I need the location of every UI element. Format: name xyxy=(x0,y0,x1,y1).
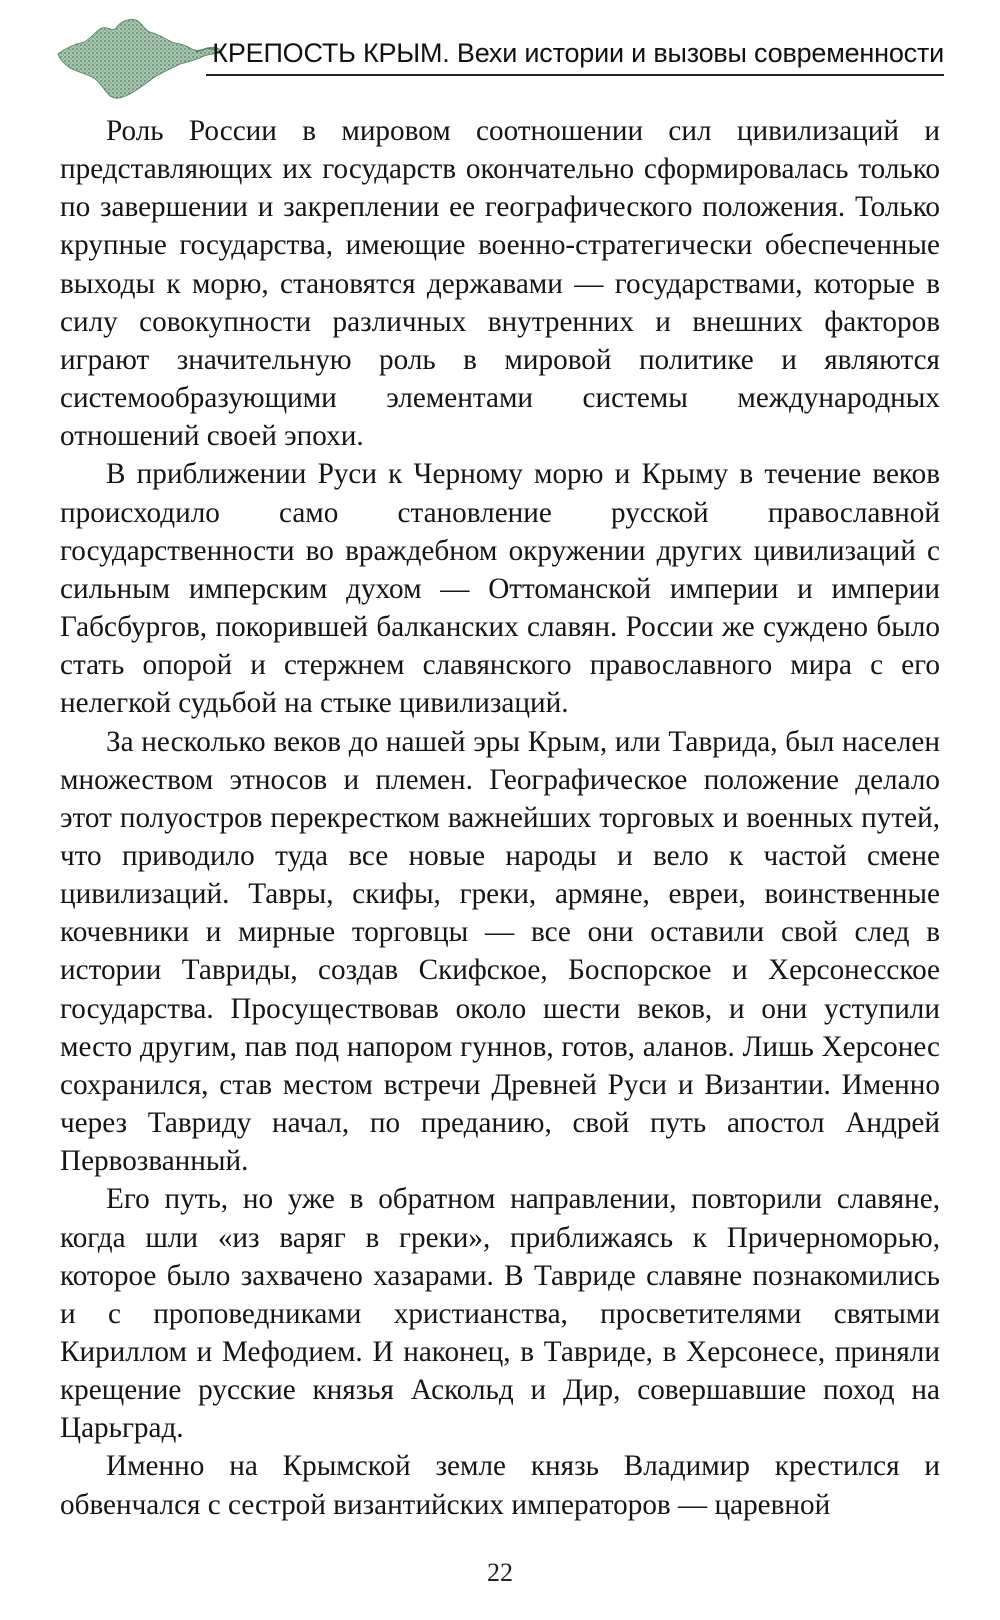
paragraph: В приближении Руси к Черному морю и Крыму в течение веков происходило само становление русской православной государственности во враждебном окружении других цивилизаций с сильным имперским духом — Оттоманской империи и империи Габсбургов, покорившей балканских славян. России же суждено было стать опорой и стержнем славянского православного мира с его нелегкой судьбой на стыке цивилизаций. xyxy=(60,458,940,720)
page-number: 22 xyxy=(487,1558,513,1587)
paragraph: Именно на Крымской земле князь Владимир крестился и обвенчался с сестрой византийских императоров — царевной xyxy=(60,1450,940,1521)
crimea-peninsula-map-icon xyxy=(56,8,226,108)
body-text xyxy=(60,112,940,1524)
header-rule xyxy=(206,74,944,76)
page-header xyxy=(56,8,944,118)
paragraph: За несколько веков до нашей эры Крым, или Таврида, был населен множеством этносов и племен. Географическое положение делало этот полуостров перекрестком важнейших торговых и военных путей, что приводило туда все новые народы и вело к частой смене цивилизаций. Тавры, скифы, греки, армяне, евреи, воинственные кочевники и мирные торговцы — все они оставили свой след в истории Тавриды, создав Скифское, Боспорское и Херсонесское государства. Просуществовав около шести веков, и они уступили место другим, пав под напором гуннов, готов, аланов. Лишь Херсонес сохранился, став местом встречи Древней Руси и Византии. Именно через Тавриду начал, по преданию, свой путь апостол Андрей Первозванный. xyxy=(60,725,940,1178)
paragraph: Его путь, но уже в обратном направлении, повторили славяне, когда шли «из варяг в греки», приближаясь к Причерноморью, которое было захвачено хазарами. В Тавриде славяне познакомились и с проповедниками христианства, просветителями святыми Кириллом и Мефодием. И наконец, в Тавриде, в Херсонесе, приняли крещение русские князья Аскольд и Дир, совершавшие поход на Царьград. xyxy=(60,1183,940,1445)
running-title: КРЕПОСТЬ КРЫМ. Вехи истории и вызовы современности xyxy=(212,38,944,68)
paragraph: Роль России в мировом соотношении сил цивилизаций и представляющих их государств окончательно сформировалась только по завершении и закреплении ее географического положения. Только крупные государства, имеющие военно-стратегически обеспеченные выходы к морю, становятся державами — государствами, которые в силу совокупности различных внутренних и внешних факторов играют значительную роль в мировой политике и являются системообразующими элементами системы международных отношений своей эпохи. xyxy=(60,115,940,453)
